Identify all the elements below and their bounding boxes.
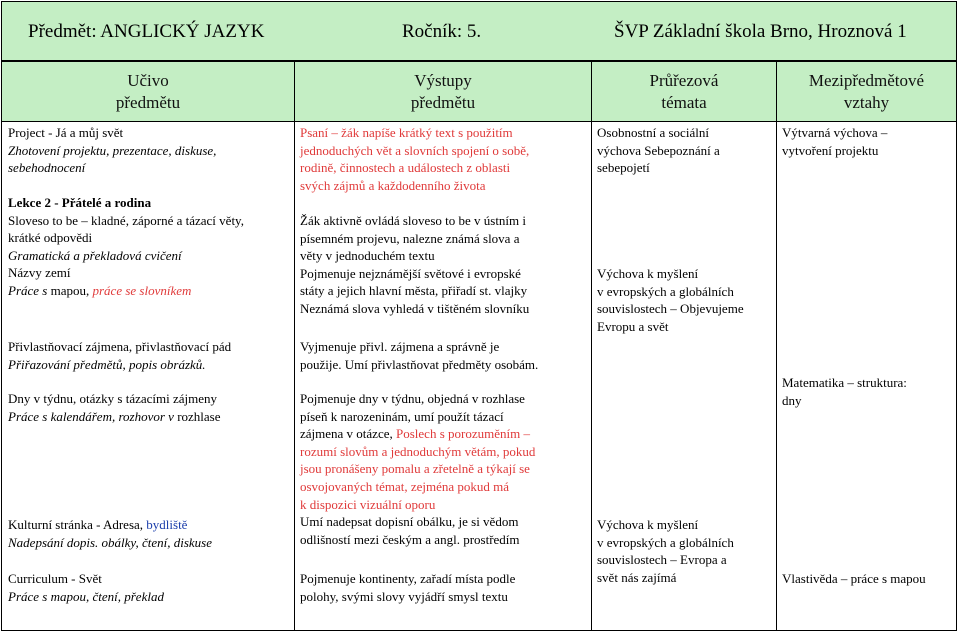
school-label: ŠVP Základní škola Brno, Hroznová 1 [614, 21, 907, 42]
subject-title: Předmět: ANGLICKÝ JAZYK [28, 21, 265, 42]
relation-math: Matematika – struktura: dny [782, 375, 907, 408]
relation-art: Výtvarná výchova – vytvoření projektu [782, 125, 888, 158]
document-header [1, 1, 957, 61]
relation-geography: Vlastivěda – práce s mapou [782, 571, 926, 586]
column-header-outcomes: Výstupy předmětu [295, 62, 591, 121]
column-divider [294, 62, 295, 630]
lesson-2-block: Lekce 2 - Přátelé a rodina Sloveso to be – kladné, záporné a tázací věty, krátké odpovědi Gramatická a překladová cvičení Názvy zemí Práce s mapou, práce se slovníkem [8, 195, 244, 298]
verb-outcome: Žák aktivně ovládá sloveso to be v ústním i písemném projevu, nalezne známá slova a věty v jednoduchém textu Pojmenuje nejznámější světové i evropské státy a jejich hlavní města, přiřadí st. vlajky Neznámá slova vyhledá v tištěném slovníku [300, 213, 530, 316]
column-header-content: Učivo předmětu [2, 62, 294, 121]
curriculum-block: Curriculum - Svět Práce s mapou, čtení, překlad [8, 571, 164, 604]
column-divider [776, 62, 777, 630]
grade-label: Ročník: 5. [402, 21, 482, 42]
header-divider [2, 121, 956, 122]
crosscutting-vmeg: Výchova k myšlení v evropských a globálních souvislostech – Objevujeme Evropu a svět [597, 266, 744, 334]
possessive-block: Přivlastňovací zájmena, přivlastňovací pád Přiřazování předmětů, popis obrázků. [8, 339, 232, 372]
writing-outcome: Psaní – žák napíše krátký text s použitím jednoduchých vět a slovních spojení o sobě, rodině, činnostech a událostech z oblasti svých zájmů a každodenního života [300, 125, 530, 193]
culture-block: Kulturní stránka - Adresa, bydliště Nadepsání dopis. obálky, čtení, diskuse [8, 517, 213, 550]
days-outcome: Pojmenuje dny v týdnu, objedná v rozhlase píseň k narozeninám, umí použít tázací zájmena v otázce, Poslech s porozuměním – rozumí slovům a jednoduchým větám, pokud jsou pronášeny pomalu a zřetelně a týkají se osvojovaných témat, zejména pokud má k dispozici vizuální oporu Umí nadepsat dopisní obálku, je si vědom odlišností mezi českým a angl. prostředím [300, 391, 536, 547]
days-block: Dny v týdnu, otázky s tázacími zájmeny Práce s kalendářem, rozhovor v rozhlase [8, 391, 221, 424]
possessive-outcome: Vyjmenuje přivl. zájmena a správně je použije. Umí přivlastňovat předměty osobám. [300, 339, 539, 372]
column-divider [591, 62, 592, 630]
content-column: Project - Já a můj svět Zhotovení projektu, prezentace, diskuse, sebehodnocení [8, 125, 217, 176]
crosscutting-osv: Osobnostní a sociální výchova Sebepoznání a sebepojetí [597, 125, 720, 176]
curriculum-table [1, 61, 957, 631]
column-header-crosscutting: Průřezová témata [592, 62, 776, 121]
column-header-relations: Mezipředmětové vztahy [777, 62, 956, 121]
crosscutting-vmeg-2: Výchova k myšlení v evropských a globálních souvislostech – Evropa a svět nás zajímá [597, 517, 734, 585]
continents-outcome: Pojmenuje kontinenty, zařadí místa podle polohy, svými slovy vyjádří smysl textu [300, 571, 516, 604]
